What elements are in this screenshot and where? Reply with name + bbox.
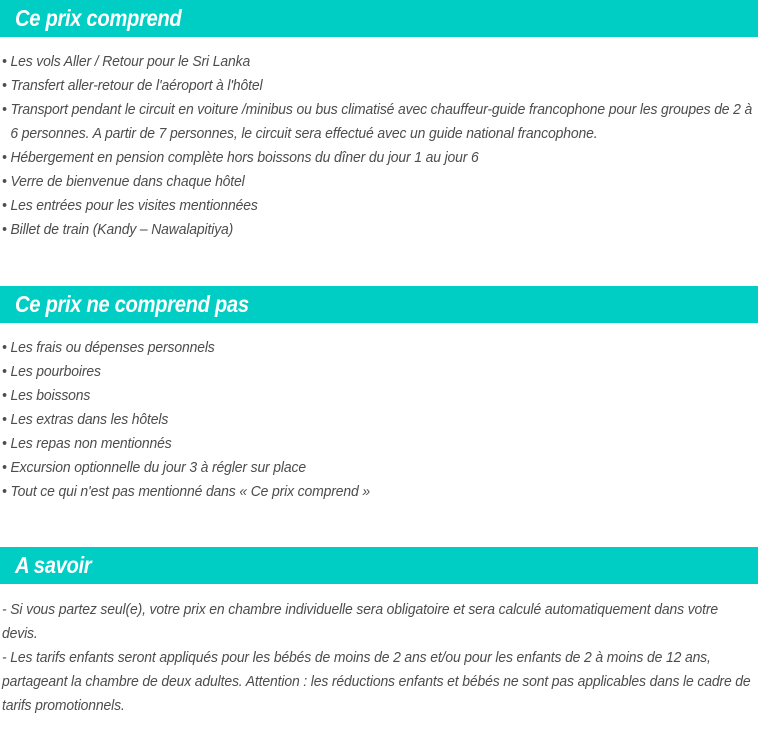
section-body-a-savoir (0, 598, 758, 718)
section-gap (0, 504, 758, 525)
spacer (0, 37, 758, 50)
list-item (2, 170, 758, 194)
list-item-text: Billet de train (Kandy – Nawalapitiya) (10, 221, 234, 238)
bullet-icon: • (2, 435, 7, 452)
spacer (0, 584, 758, 598)
list-item-text: Les vols Aller / Retour pour le Sri Lanka (10, 53, 251, 70)
bullet-icon: • (2, 53, 7, 70)
section-gap (0, 242, 758, 266)
list-item-text: Excursion optionnelle du jour 3 à régler sur place (10, 459, 306, 476)
section-title: Ce prix ne comprend pas (15, 291, 249, 317)
list-item (2, 194, 758, 218)
list-item-text: Hébergement en pension complète hors boissons du dîner du jour 1 au jour 6 (10, 149, 479, 166)
bullet-icon: • (2, 363, 7, 380)
bullet-icon: • (2, 339, 7, 356)
list-item-text: Les repas non mentionnés (10, 435, 172, 452)
list-item (2, 480, 758, 504)
bullet-icon: • (2, 149, 7, 166)
list-item-text: Les frais ou dépenses personnels (10, 339, 215, 356)
bullet-icon: • (2, 411, 7, 428)
list-item-text: Les pourboires (10, 363, 101, 380)
list-item-text: Transport pendant le circuit en voiture /minibus ou bus climatisé avec chauffeur-guide francophone pour les groupes de 2 à 6 personnes. A partir de 7 personnes, le circuit sera effectué avec un guide national francophone. (10, 101, 753, 142)
note-item: - Les tarifs enfants seront appliqués pour les bébés de moins de 2 ans et/ou pour les enfants de 2 à moins de 12 ans, partageant la chambre de deux adultes. Attention : les réductions enfants et bébés ne sont pas applicables dans le cadre de tarifs promotionnels. (2, 649, 751, 714)
list-item-text: Les boissons (10, 387, 91, 404)
list-item (2, 336, 758, 360)
list-item-text: Les entrées pour les visites mentionnées (10, 197, 258, 214)
section-title: Ce prix comprend (15, 5, 182, 31)
list-item (2, 50, 758, 74)
list-item (2, 456, 758, 480)
section-header-a-savoir (0, 547, 758, 584)
list-item-text: Transfert aller-retour de l'aéroport à l'hôtel (10, 77, 263, 94)
section-header-ce-prix-ne-comprend-pas (0, 286, 758, 323)
list-item-text: Les extras dans les hôtels (10, 411, 169, 428)
section-body-ce-prix-ne-comprend-pas (0, 336, 758, 504)
list-item (2, 146, 758, 170)
note-item: - Si vous partez seul(e), votre prix en chambre individuelle sera obligatoire et sera calculé automatiquement dans votre devis. (2, 601, 719, 642)
list-item (2, 384, 758, 408)
bullet-icon: • (2, 77, 7, 94)
bullet-icon: • (2, 221, 7, 238)
section-gap (0, 266, 758, 286)
spacer (0, 323, 758, 336)
bullet-icon: • (2, 197, 7, 214)
list-item-text: Verre de bienvenue dans chaque hôtel (10, 173, 245, 190)
bullet-icon: • (2, 387, 7, 404)
bullet-icon: • (2, 459, 7, 476)
list-item-text: Tout ce qui n'est pas mentionné dans « Ce prix comprend » (10, 483, 370, 500)
bullet-icon: • (2, 173, 7, 190)
list-item (2, 218, 758, 242)
section-title: A savoir (15, 552, 92, 578)
section-gap (0, 525, 758, 547)
list-item (2, 432, 758, 456)
bullet-icon: • (2, 101, 7, 118)
list-item (2, 98, 758, 146)
list-item (2, 408, 758, 432)
section-body-ce-prix-comprend (0, 50, 758, 242)
list-item (2, 360, 758, 384)
section-header-ce-prix-comprend (0, 0, 758, 37)
list-item (2, 74, 758, 98)
bullet-icon: • (2, 483, 7, 500)
